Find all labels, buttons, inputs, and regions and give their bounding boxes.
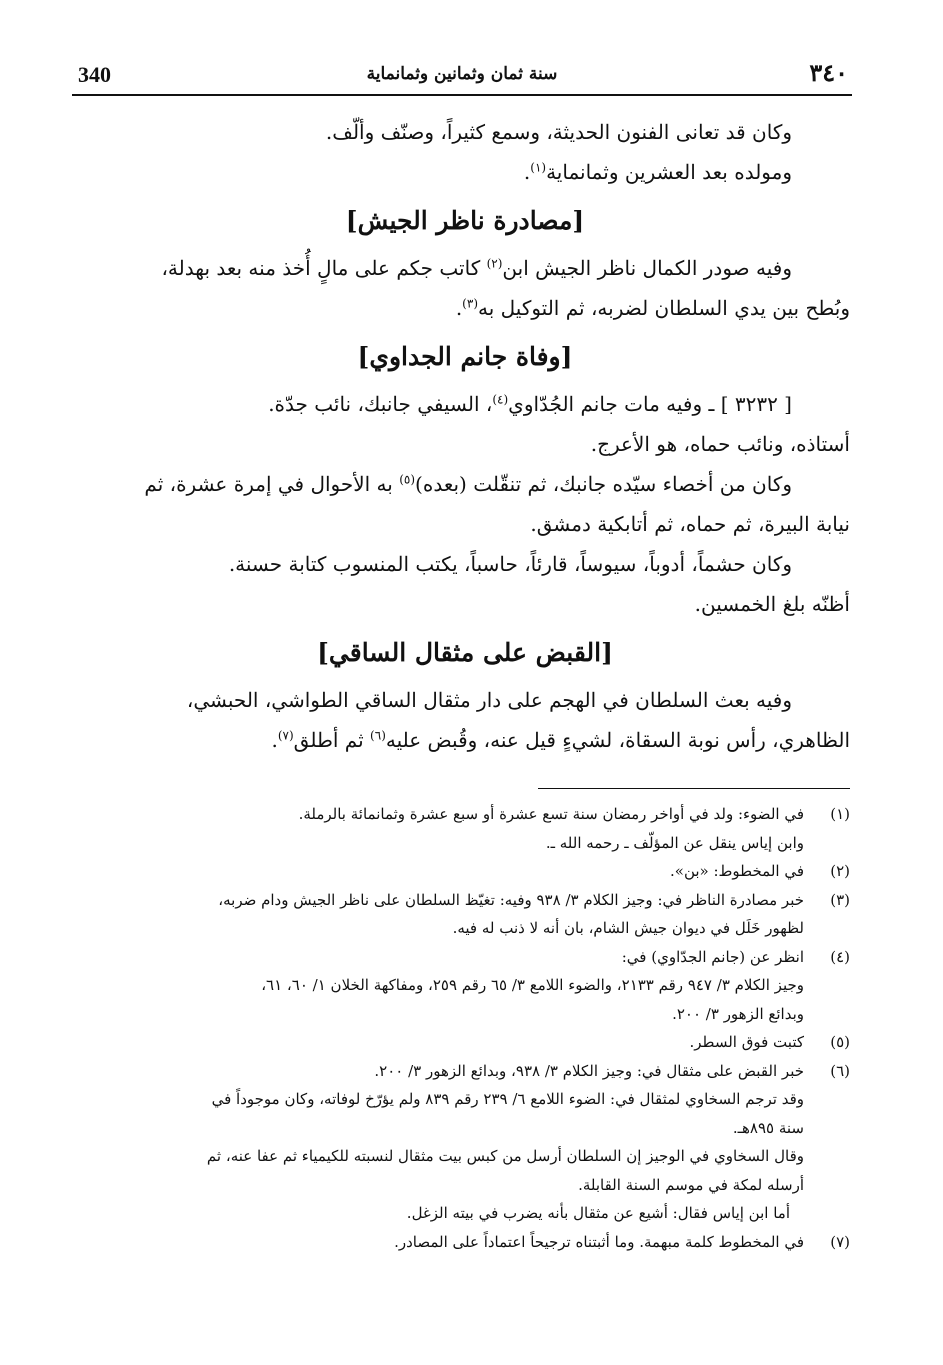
footnote-ref: (١) [530,160,547,175]
text-line: كاتب جكم على مالٍ أُخذ منه بعد بهدلة، [161,256,487,280]
footnote [80,1028,850,1057]
footnote-line: خبر مصادرة الناظر في: وجيز الكلام ٣/ ٩٣٨ وفيه: تغيّظ السلطان على ناظر الجيش ودام ضربه، [218,890,804,909]
footnote-ref: (٧) [277,728,294,743]
text-line: وبُطح بين يدي السلطان لضربه، ثم التوكيل به [478,296,850,320]
main-text [80,112,850,760]
text-line: وكان قد تعانى الفنون الحديثة، وسمع كثيراً، وصنّف وألّف. [325,120,792,144]
footnote-number: (٧) [830,1232,850,1251]
text-line: أستاذه، ونائب حماه، هو الأعرج. [590,432,850,456]
running-title: سنة ثمان وثمانين وثمانماية [366,64,558,84]
footnote-ref: (٣) [462,296,478,311]
text-line: . [455,296,463,320]
paragraph [80,248,850,288]
footnote-line: أما ابن إياس فقال: أشيع عن مثقال بأنه يضرب في بيته الزغل. [406,1204,790,1222]
paragraph [80,584,850,624]
text-line: وفيه صودر الكمال ناظر الجيش ابن [502,256,792,280]
footnote [80,943,850,1029]
text-line: ، السيفي جانبك، نائب جدّة. [268,392,493,416]
text-line: ومولده بعد العشرين وثمانماية [546,160,792,184]
footnote [80,886,850,943]
footnote-line: وقد ترجم السخاوي لمثقال في: الضوء اللامع ٦/ ٢٣٩ رقم ٨٣٩ ولم يؤرّخ لوفاته، وكان موجوداً في [211,1090,804,1108]
footnote-line: في المخطوط: «بن». [670,862,804,880]
footnote-ref: (٦) [370,728,386,743]
footnote-number: (٥) [830,1033,850,1051]
footnote [80,800,850,857]
paragraph [80,680,850,720]
footnote-line: وابن إياس ينقل عن المؤلّف ـ رحمه الله ـ. [545,833,804,852]
footnote [80,1228,850,1257]
footnote-line: كتبت فوق السطر. [689,1033,804,1051]
text-line: [ ٣٢٣٢ ] ـ وفيه مات جانم الجُدّاوي [508,392,792,416]
page-number-arabic: ٣٤٠ [809,58,848,87]
section-heading: [القبض على مثقال الساقي] [317,638,613,667]
footnote-line: في المخطوط كلمة مبهمة. وما أثبتناه ترجيحاً اعتماداً على المصادر. [394,1232,804,1251]
paragraph [80,152,850,192]
text-line: أظنّه بلغ الخمسين. [694,592,850,616]
footnote-number: (٦) [830,1061,850,1080]
page-number-latin: 340 [78,62,111,87]
footnote-line: وجيز الكلام ٣/ ٩٤٧ رقم ٢١٣٣، والضوء اللامع ٣/ ٦٥ رقم ٢٥٩، ومفاكهة الخلان ١/ ٦٠، ٦١، [261,976,804,994]
section-heading: [مصادرة ناظر الجيش] [345,206,585,235]
footnote-number: (٢) [830,862,850,880]
footnote-line: انظر عن (جانم الجدّاوي) في: [621,947,804,966]
text-line: . [271,728,278,752]
footnote [80,1057,850,1228]
paragraph [80,504,850,544]
footnote-number: (١) [830,805,850,823]
paragraph [80,424,850,464]
footnote-ref: (٤) [492,392,509,407]
footnote-ref: (٢) [486,256,503,271]
footnote-number: (٣) [830,890,850,909]
footnote-number: (٤) [830,947,850,966]
text-line: به الأحوال في إمرة عشرة، ثم [144,472,400,496]
footnote-line: لظهور خَلَل في ديوان جيش الشام، بان أنه لا ذنب له فيه. [452,919,804,937]
paragraph [80,112,850,152]
footnote-line: خبر القبض على مثقال في: وجيز الكلام ٣/ ٩٣٨، وبدائع الزهور ٣/ ٢٠٠. [374,1061,804,1080]
paragraph [80,288,850,328]
footnote-ref: (٥) [399,472,416,487]
footnote-separator [538,788,850,789]
footnote-line: في الضوء: ولد في أواخر رمضان سنة تسع عشرة أو سبع عشرة وثمانمائة بالرملة. [298,805,804,823]
text-line: نيابة البيرة، ثم حماه، ثم أتابكية دمشق. [530,512,850,536]
footnote-line: وبدائع الزهور ٣/ ٢٠٠. [672,1004,804,1023]
footnote [80,857,850,886]
footnote-line: سنة ٨٩٥هـ. [732,1118,804,1137]
footnote-line: أرسله لمكة في موسم السنة القابلة. [578,1175,804,1194]
paragraph [80,720,850,760]
paragraph [80,544,850,584]
text-line: وكان حشماً، أدوباً، سيوساً، قارئاً، حاسباً، يكتب المنسوب كتابة حسنة. [228,552,792,576]
text-line: الظاهري، رأس نوبة السقاة، لشيءٍ قيل عنه، وقُبض عليه [385,728,850,752]
footnote-line: وقال السخاوي في الوجيز إن السلطان أرسل من كبس بيت مثقال لنسبته للكيمياء ثم عفا عنه، ثم [206,1147,804,1165]
text-line: . [523,160,531,184]
paragraph [80,464,850,504]
text-line: وفيه بعث السلطان في الهجم على دار مثقال الساقي الطواشي، الحبشي، [186,688,792,712]
page-header [72,58,852,96]
text-line: ثم أطلق [293,728,371,752]
section-heading: [وفاة جانم الجداوي] [357,342,573,371]
footnotes [80,800,850,1256]
paragraph [80,384,850,424]
text-line: وكان من أخصاء سيّده جانبك، ثم تنقّلت (بعده) [415,472,792,496]
